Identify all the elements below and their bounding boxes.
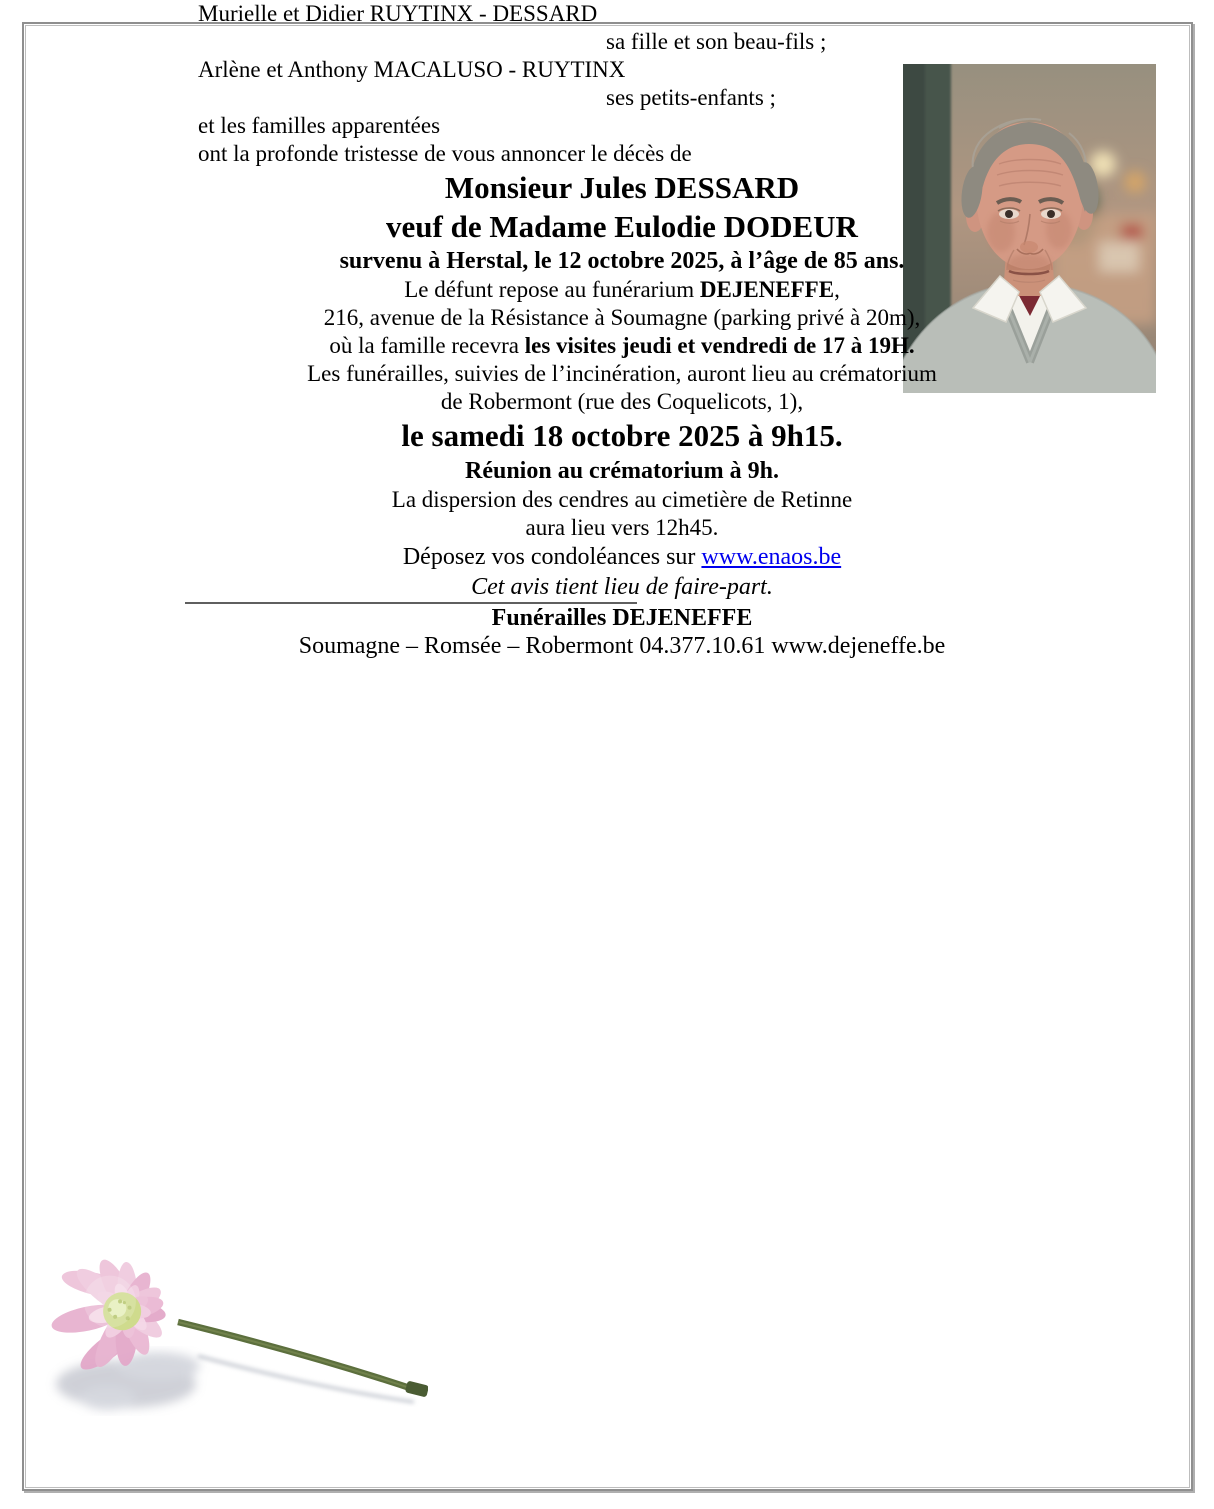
enaos-link[interactable]: www.enaos.be: [701, 544, 842, 570]
visits-line: où la famille recevra les visites jeudi et vendredi de 17 à 19H.: [329, 333, 915, 358]
deceased-widower-line: veuf de Madame Eulodie DODEUR: [386, 209, 858, 244]
funerarium-name: DEJENEFFE: [699, 277, 835, 302]
family-line-1: Murielle et Didier RUYTINX - DESSARD: [198, 1, 598, 26]
condolences-text: Déposez vos condoléances sur: [402, 544, 702, 570]
family-relation-2: ses petits-enfants ;: [606, 85, 776, 110]
repose-line-1: Le défunt repose au funérarium DEJENEFFE,: [404, 277, 840, 302]
ceremony-line-2: de Robermont (rue des Coquelicots, 1),: [440, 389, 804, 414]
funeral-home-name: Funérailles DEJENEFFE: [491, 605, 753, 631]
footer-divider: [185, 602, 637, 604]
deceased-name-block: [198, 168, 1046, 246]
ashes-dispersion-block: [198, 486, 1046, 542]
condolences-line: [198, 542, 1046, 572]
dispersion-line-1: La dispersion des cendres au cimetière de Retinne: [391, 487, 853, 512]
ceremony-line-1: Les funérailles, suivies de l’incinération, auront lieu au crématorium: [307, 361, 937, 386]
family-relation-1: sa fille et son beau-fils ;: [606, 29, 827, 54]
family-line-3: et les familles apparentées: [198, 113, 441, 138]
dispersion-line-2: aura lieu vers 12h45.: [525, 515, 719, 540]
ceremony-date-line: le samedi 18 octobre 2025 à 9h15.: [401, 418, 843, 453]
announcement-text: [198, 0, 1046, 660]
ceremony-block: [198, 360, 1046, 416]
funeral-home-locations: Soumagne – Romsée – Robermont 04.377.10.61 www.dejeneffe.be: [298, 633, 946, 659]
repose-block: [198, 276, 1046, 360]
pink-flower-image: [28, 1218, 428, 1418]
meeting-line: Réunion au crématorium à 9h.: [465, 458, 779, 484]
repose-address: 216, avenue de la Résistance à Soumagne (parking privé à 20m),: [323, 305, 921, 330]
faire-part-notice: Cet avis tient lieu de faire-part.: [471, 574, 773, 600]
family-line-2: Arlène et Anthony MACALUSO - RUYTINX: [198, 57, 626, 82]
announcement-intro: ont la profonde tristesse de vous annoncer le décès de: [198, 141, 692, 166]
death-details-line: survenu à Herstal, le 12 octobre 2025, à l’âge de 85 ans.: [339, 248, 905, 274]
deceased-name: Monsieur Jules DESSARD: [444, 170, 800, 205]
flower-illustration: [28, 1218, 428, 1418]
family-block: [198, 0, 1046, 168]
visits-schedule: les visites jeudi et vendredi de 17 à 19H.: [524, 333, 915, 358]
